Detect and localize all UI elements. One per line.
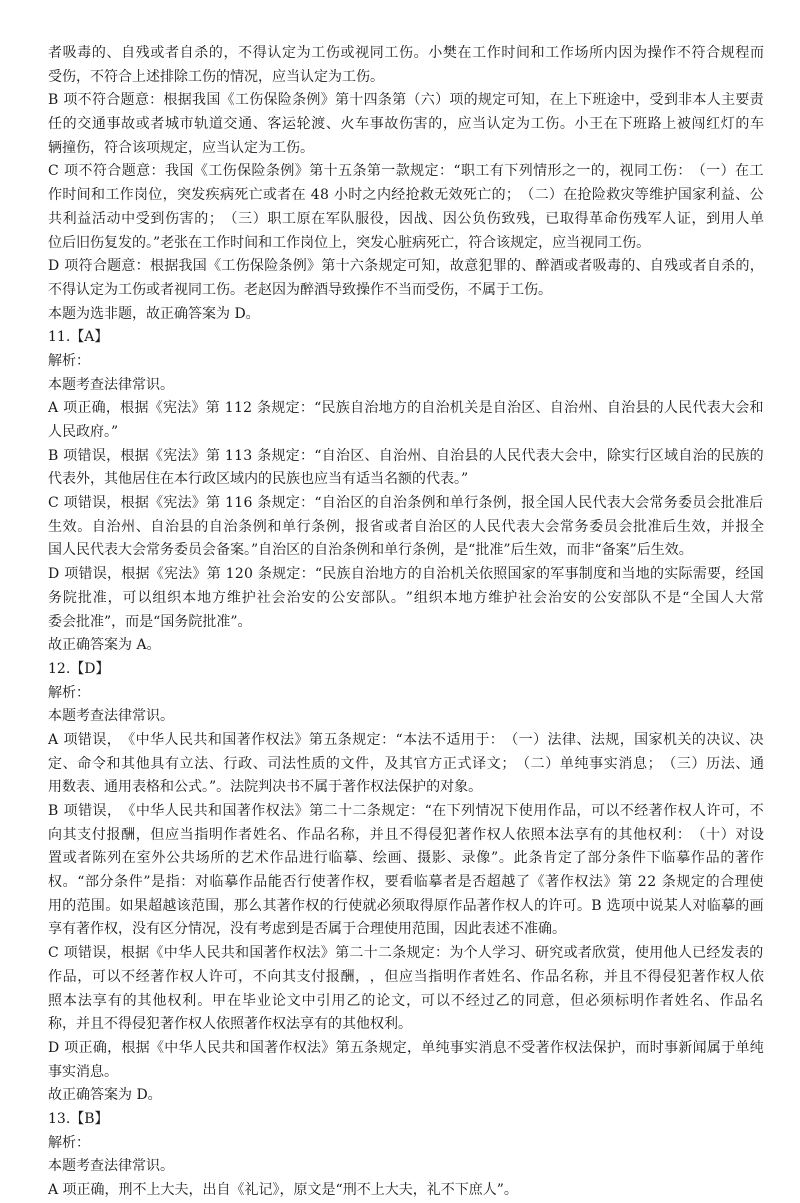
text-line: 11.【A】: [48, 329, 109, 346]
text-line: 人民政府。”: [48, 424, 119, 440]
text-line: 向 其 支 付 报 酬 ， 但 应 当 指 明 作 者 姓 名 、 作 品 名 称 ， 并 且 不 得 侵 犯 著 作 权 人 依 照 本 法 享 有 的 其 他 权 利 ： （ 十 ） 对 设: [48, 826, 764, 843]
text-line: A 项 正 确 ， 根 据 《 宪 法 》 第 1 1 2 条 规 定 ： “ 民 族 自 治 地 方 的 自 治 机 关 是 自 治 区 、 自 治 州 、 自 治 县 的 人 民 代 表 大 会 和: [48, 400, 764, 417]
text-line: B 项 错 误 ， 《 中 华 人 民 共 和 国 著 作 权 法 》 第 二 十 二 条 规 定 ： “ 在 下 列 情 况 下 使 用 作 品 ， 可 以 不 经 著 作 权 人 许 可 ， 不: [48, 803, 764, 819]
text-line: 故正确答案为 D。: [48, 1087, 162, 1104]
text-line: 12.【D】: [48, 660, 110, 677]
text-line: 定 、 命 令 和 其 他 具 有 立 法 、 行 政 、 司 法 性 质 的 文 件 ， 及 其 官 方 正 式 译 文 ； （ 二 ） 单 纯 事 实 消 息 ； （ 三 ） 历 法 、 通: [48, 755, 764, 772]
text-line: 置 或 者 陈 列 在 室 外 公 共 场 所 的 艺 术 作 品 进 行 临 摹 、 绘 画 、 摄 影 、 录 像 ” 。 此 条 肯 定 了 部 分 条 件 下 临 摹 作 品 的 著 作: [48, 850, 764, 867]
text-line: 权 。 “ 部 分 条 件 ” 是 指 ： 对 临 摹 作 品 能 否 行 使 著 作 权 ， 要 看 临 摹 者 是 否 超 越 了 《 著 作 权 法 》 第 2 2 条 规 定 的 合 理 使: [48, 874, 764, 891]
text-line: B 项 不 符 合 题 意 ： 根 据 我 国 《 工 伤 保 险 条 例 》 第 十 四 条 第 （ 六 ） 项 的 规 定 可 知 ， 在 上 下 班 途 中 ， 受 到 非 本 人 主 要 责: [48, 92, 764, 109]
text-line: 用 的 范 围 。 如 果 超 越 该 范 围 ， 那 么 其 著 作 权 的 行 使 就 必 须 取 得 原 作 品 著 作 权 人 的 许 可 。 B 选 项 中 说 某 人 对 临 摹 的 画: [48, 897, 764, 914]
text-line: 不得认定为工伤或者视同工伤。老赵因为醉酒导致操作不当而受伤，不属于工伤。: [48, 281, 552, 298]
text-line: 本题考查法律常识。: [48, 1158, 174, 1175]
text-line: 照 本 法 享 有 的 其 他 权 利 。 甲 在 毕 业 论 文 中 引 用 乙 的 论 文 ， 可 以 不 经 过 乙 的 同 意 ， 但 必 须 标 明 作 者 姓 名 、 作 品 名: [48, 992, 764, 1009]
text-line: B 项 错 误 ， 根 据 《 宪 法 》 第 1 1 3 条 规 定 ： “ 自 治 区 、 自 治 州 、 自 治 县 的 人 民 代 表 大 会 中 ， 除 实 行 区 域 自 治 的 民 族 的: [48, 447, 764, 464]
text-line: 国人民代表大会常务委员会备案。”自治区的自治条例和单行条例，是“批准”后生效，而非“备案”后生效。: [48, 542, 693, 559]
text-line: 故正确答案为 A。: [48, 637, 161, 654]
text-line: 解析：: [48, 352, 90, 369]
text-line: 任 的 交 通 事 故 或 者 城 市 轨 道 交 通 、 客 运 轮 渡 、 火 车 事 故 伤 害 的 ， 应 当 认 定 为 工 伤 。 小 王 在 下 班 路 上 被 闯 红 灯 的 车: [48, 116, 764, 133]
text-line: 本题考查法律常识。: [48, 376, 174, 393]
text-line: 作 时 间 和 工 作 岗 位 ， 突 发 疾 病 死 亡 或 者 在 4 8 小 时 之 内 经 抢 救 无 效 死 亡 的 ； （ 二 ） 在 抢 险 救 灾 等 维 护 国 家 利 益 、 公: [48, 187, 764, 204]
text-line: A 项 错 误 ， 《 中 华 人 民 共 和 国 著 作 权 法 》 第 五 条 规 定 ： “ 本 法 不 适 用 于 ： （ 一 ） 法 律 、 法 规 ， 国 家 机 关 的 决 议 、 决: [48, 731, 764, 748]
text-line: 解析：: [48, 684, 90, 701]
text-line: 作 品 ， 可 以 不 经 著 作 权 人 许 可 ， 不 向 其 支 付 报 酬 ， ， 但 应 当 指 明 作 者 姓 名 、 作 品 名 称 ， 并 且 不 得 侵 犯 著 作 权 人 依: [48, 968, 764, 985]
text-line: D 项 错 误 ， 根 据 《 宪 法 》 第 1 2 0 条 规 定 ： “ 民 族 自 治 地 方 的 自 治 机 关 依 照 国 家 的 军 事 制 度 和 当 地 的 实 际 需 要 ， 经 国: [48, 566, 764, 583]
text-line: 生 效 。 自 治 州 、 自 治 县 的 自 治 条 例 和 单 行 条 例 ， 报 省 或 者 自 治 区 的 人 民 代 表 大 会 常 务 委 员 会 批 准 后 生 效 ， 并 报 全: [48, 518, 764, 535]
text-line: D 项 符 合 题 意 ： 根 据 我 国 《 工 伤 保 险 条 例 》 第 十 六 条 规 定 可 知 ， 故 意 犯 罪 的 、 醉 酒 或 者 吸 毒 的 、 自 残 或 者 自 杀 的 ，: [48, 258, 764, 275]
text-line: 务 院 批 准 ， 可 以 组 织 本 地 方 维 护 社 会 治 安 的 公 安 部 队 。 ” 组 织 本 地 方 维 护 社 会 治 安 的 公 安 部 队 不 是 “ 全 国 人 大 常: [48, 589, 764, 606]
text-line: D 项 正 确 ， 根 据 《 中 华 人 民 共 和 国 著 作 权 法 》 第 五 条 规 定 ， 单 纯 事 实 消 息 不 受 著 作 权 法 保 护 ， 而 时 事 新 闻 属 于 单 纯: [48, 1039, 764, 1056]
text-line: C 项 错 误 ， 根 据 《 宪 法 》 第 1 1 6 条 规 定 ： “ 自 治 区 的 自 治 条 例 和 单 行 条 例 ， 报 全 国 人 民 代 表 大 会 常 务 委 员 会 批 准 后: [48, 495, 764, 512]
text-line: 本题为选非题，故正确答案为 D。: [48, 305, 260, 322]
text-line: 位后旧伤复发的。”老张在工作时间和工作岗位上，突发心脏病死亡，符合该规定，应当视同工伤。: [48, 234, 651, 251]
text-line: 辆撞伤，符合该项规定，应当认定为工伤。: [48, 139, 314, 156]
text-line: C 项 错 误 ， 根 据 《 中 华 人 民 共 和 国 著 作 权 法 》 第 二 十 二 条 规 定 ： 为 个 人 学 习 、 研 究 或 者 欣 赏 ， 使 用 他 人 已 经 发 表 的: [48, 945, 764, 962]
text-line: 事实消息。: [48, 1063, 118, 1080]
text-line: 本题考查法律常识。: [48, 708, 174, 725]
text-line: 享有著作权，没有区分情况，没有考虑到是否属于合理使用范围，因此表述不准确。: [48, 921, 566, 938]
text-line: A 项正确，刑不上大夫，出自《礼记》，原文是“刑不上大夫，礼不下庶人”。: [48, 1182, 518, 1198]
text-line: 称，并且不得侵犯著作权人依照著作权法享有的其他权利。: [48, 1016, 412, 1033]
text-line: 代表外，其他居住在本行政区域内的民族也应当有适当名额的代表。”: [48, 471, 469, 488]
text-line: 受伤，不符合上述排除工伤的情况，应当认定为工伤。: [48, 68, 384, 85]
text-line: 者 吸 毒 的 、 自 残 或 者 自 杀 的 ， 不 得 认 定 为 工 伤 或 视 同 工 伤 。 小 樊 在 工 作 时 间 和 工 作 场 所 内 因 为 操 作 不 符 合 规 程 而: [48, 45, 764, 61]
document-body: [48, 42, 764, 1203]
text-line: 共 利 益 活 动 中 受 到 伤 害 的 ； （ 三 ） 职 工 原 在 军 队 服 役 ， 因 战 、 因 公 负 伤 致 残 ， 已 取 得 革 命 伤 残 军 人 证 ， 到 用 人 单: [48, 210, 764, 227]
text-line: 用数表、通用表格和公式。”。法院判决书不属于著作权法保护的对象。: [48, 779, 483, 796]
text-line: 解析：: [48, 1134, 90, 1151]
text-line: 委会批准”，而是“国务院批准”。: [48, 613, 252, 630]
text-line: 13.【B】: [48, 1110, 109, 1127]
text-line: C 项 不 符 合 题 意 ： 我 国 《 工 伤 保 险 条 例 》 第 十 五 条 第 一 款 规 定 ： “ 职 工 有 下 列 情 形 之 一 的 ， 视 同 工 伤 ： （ 一 ） 在 工: [48, 163, 764, 180]
